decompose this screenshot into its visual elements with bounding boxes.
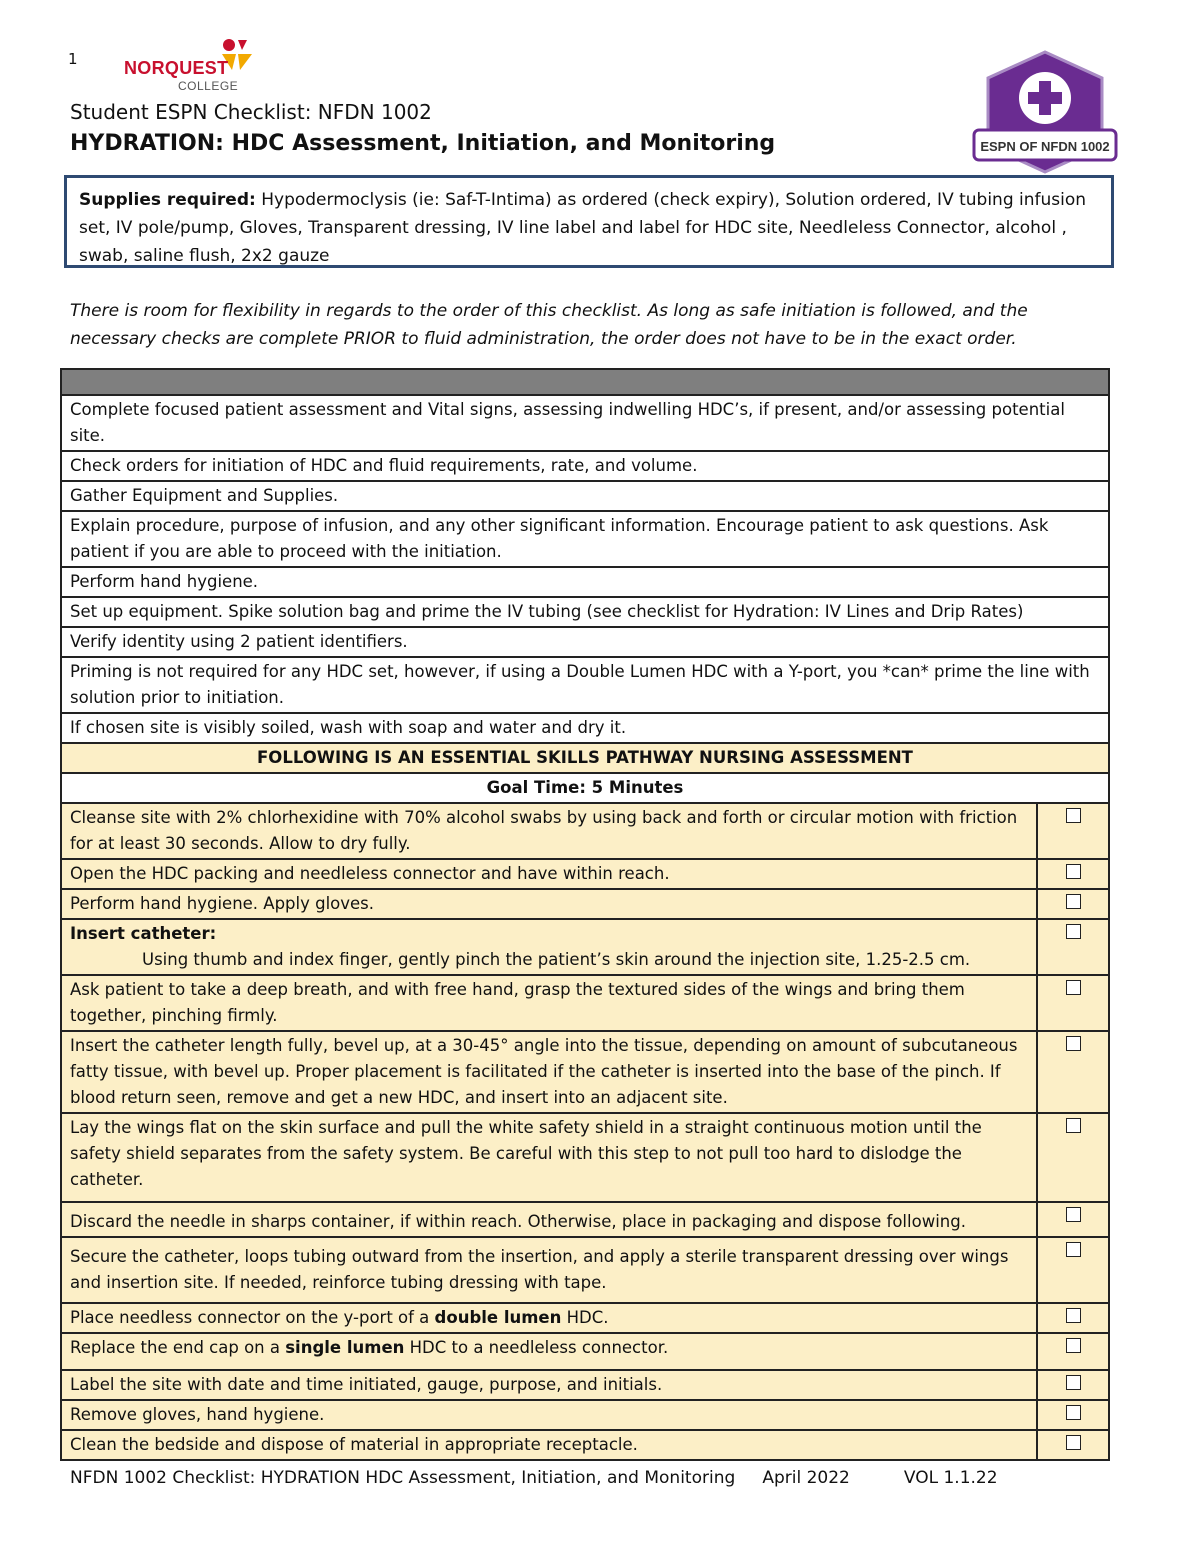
badge-label: ESPN OF NFDN 1002 <box>980 139 1110 154</box>
table-row <box>61 859 1109 889</box>
norquest-logo <box>124 38 264 96</box>
table-row <box>61 657 1109 713</box>
table-row <box>61 1202 1109 1237</box>
logo-sub: COLLEGE <box>178 79 239 93</box>
step-checkbox[interactable] <box>1066 1375 1081 1390</box>
step-checkbox[interactable] <box>1066 1242 1081 1257</box>
insert-step: Secure the catheter, loops tubing outward from the insertion, and apply a sterile transparent dressing over wings and insertion site. If needed, reinforce tubing dressing with tape. <box>61 1237 1037 1303</box>
step-checkbox[interactable] <box>1066 1338 1081 1353</box>
table-row <box>61 567 1109 597</box>
insert-step: Insert the catheter length fully, bevel up, at a 30-45° angle into the tissue, depending on amount of subcutaneous fatty tissue, with bevel up. Proper placement is facilitated if the catheter is inserted into the base of the pinch. If blood return seen, remove and get a new HDC, and insert into an adjacent site. <box>61 1031 1037 1113</box>
table-row <box>61 713 1109 743</box>
step-checkbox[interactable] <box>1066 1308 1081 1323</box>
supplies-box <box>64 175 1114 268</box>
table-row <box>61 1031 1109 1113</box>
insert-step: Ask patient to take a deep breath, and with free hand, grasp the textured sides of the wings and bring them together, pinching firmly. <box>61 975 1037 1031</box>
prep-step: Priming is not required for any HDC set, however, if using a Double Lumen HDC with a Y-port, you *can* prime the line with solution prior to initiation. <box>61 657 1109 713</box>
page-footer <box>70 1468 998 1488</box>
prep-step: Gather Equipment and Supplies. <box>61 481 1109 511</box>
insert-step: Using thumb and index finger, gently pinch the patient’s skin around the injection site, 1.25-2.5 cm. <box>142 950 971 969</box>
footer-date: April 2022 <box>762 1468 850 1488</box>
prep-step: If chosen site is visibly soiled, wash with soap and water and dry it. <box>61 713 1109 743</box>
prep-step: Verify identity using 2 patient identifiers. <box>61 627 1109 657</box>
final-step: Clean the bedside and dispose of material in appropriate receptacle. <box>61 1430 1037 1460</box>
table-row <box>61 919 1109 975</box>
supplies-text: Hypodermoclysis (ie: Saf-T-Intima) as ordered (check expiry), Solution ordered, IV tubing infusion set, IV pole/pump, Gloves, Transparent dressing, IV line label and label for HDC site, Needleless Connector, alcohol , swab, saline flush, 2x2 gauze <box>79 190 1087 266</box>
step-checkbox[interactable] <box>1066 1036 1081 1051</box>
insert-step: Lay the wings flat on the skin surface and pull the white safety shield in a straight continuous motion until the safety shield separates from the safety system. Be careful with this step to not pull too hard to dislodge the catheter. <box>61 1113 1037 1202</box>
table-row <box>61 803 1109 859</box>
step-checkbox[interactable] <box>1066 808 1081 823</box>
document-subtitle: Student ESPN Checklist: NFDN 1002 <box>70 100 432 124</box>
assessment-heading: FOLLOWING IS AN ESSENTIAL SKILLS PATHWAY NURSING ASSESSMENT <box>61 743 1109 773</box>
prep-step: Explain procedure, purpose of infusion, and any other significant information. Encourage patient to ask questions. Ask patient if you are able to proceed with the initiation. <box>61 511 1109 567</box>
table-row <box>61 1237 1109 1303</box>
goal-time-row <box>61 773 1109 803</box>
intro-note: There is room for flexibility in regards to the order of this checklist. As long as safe initiation is followed, and the necessary checks are complete PRIOR to fluid administration, the order does not have to be in the exact order. <box>70 301 1028 349</box>
step-checkbox[interactable] <box>1066 1207 1081 1222</box>
table-row <box>61 975 1109 1031</box>
footer-version: VOL 1.1.22 <box>903 1468 998 1488</box>
table-row <box>61 451 1109 481</box>
table-row <box>61 1430 1109 1460</box>
table-header-bar <box>61 369 1109 395</box>
single-lumen-step: Replace the end cap on a single lumen HDC to a needleless connector. <box>61 1333 1037 1370</box>
supplies-label: Supplies required: <box>79 190 256 210</box>
table-row <box>61 889 1109 919</box>
assessment-step: Perform hand hygiene. Apply gloves. <box>61 889 1037 919</box>
step-checkbox[interactable] <box>1066 924 1081 939</box>
footer-doc: NFDN 1002 Checklist: HYDRATION HDC Assessment, Initiation, and Monitoring <box>70 1468 736 1488</box>
double-lumen-step: Place needless connector on the y-port of a double lumen HDC. <box>61 1303 1037 1333</box>
table-row <box>61 1303 1109 1333</box>
insert-step: Discard the needle in sharps container, if within reach. Otherwise, place in packaging and dispose following. <box>61 1202 1037 1237</box>
table-row <box>61 1370 1109 1400</box>
document-title: HYDRATION: HDC Assessment, Initiation, and Monitoring <box>70 131 776 156</box>
prep-step: Set up equipment. Spike solution bag and prime the IV tubing (see checklist for Hydration: IV Lines and Drip Rates) <box>61 597 1109 627</box>
step-checkbox[interactable] <box>1066 980 1081 995</box>
table-row <box>61 1333 1109 1370</box>
step-checkbox[interactable] <box>1066 1118 1081 1133</box>
step-checkbox[interactable] <box>1066 864 1081 879</box>
final-step: Remove gloves, hand hygiene. <box>61 1400 1037 1430</box>
insert-catheter-cell <box>61 919 1037 975</box>
table-row <box>61 627 1109 657</box>
step-checkbox[interactable] <box>1066 894 1081 909</box>
table-row <box>61 1113 1109 1202</box>
assessment-heading-row <box>61 743 1109 773</box>
assessment-step: Open the HDC packing and needleless connector and have within reach. <box>61 859 1037 889</box>
goal-time: Goal Time: 5 Minutes <box>61 773 1109 803</box>
step-checkbox[interactable] <box>1066 1405 1081 1420</box>
logo-name: NORQUEST <box>124 58 229 78</box>
prep-step: Perform hand hygiene. <box>61 567 1109 597</box>
assessment-step: Cleanse site with 2% chlorhexidine with 70% alcohol swabs by using back and forth or circular motion with friction for at least 30 seconds. Allow to dry fully. <box>61 803 1037 859</box>
prep-step: Complete focused patient assessment and Vital signs, assessing indwelling HDC’s, if present, and/or assessing potential site. <box>61 395 1109 451</box>
table-row <box>61 597 1109 627</box>
espn-badge <box>968 48 1122 180</box>
prep-step: Check orders for initiation of HDC and fluid requirements, rate, and volume. <box>61 451 1109 481</box>
step-checkbox[interactable] <box>1066 1435 1081 1450</box>
table-row <box>61 395 1109 451</box>
page-number: 1 <box>68 50 78 68</box>
table-row <box>61 511 1109 567</box>
insert-catheter-label: Insert catheter: <box>70 924 217 943</box>
table-row <box>61 481 1109 511</box>
table-row <box>61 1400 1109 1430</box>
checklist-table <box>60 368 1110 1461</box>
final-step: Label the site with date and time initiated, gauge, purpose, and initials. <box>61 1370 1037 1400</box>
